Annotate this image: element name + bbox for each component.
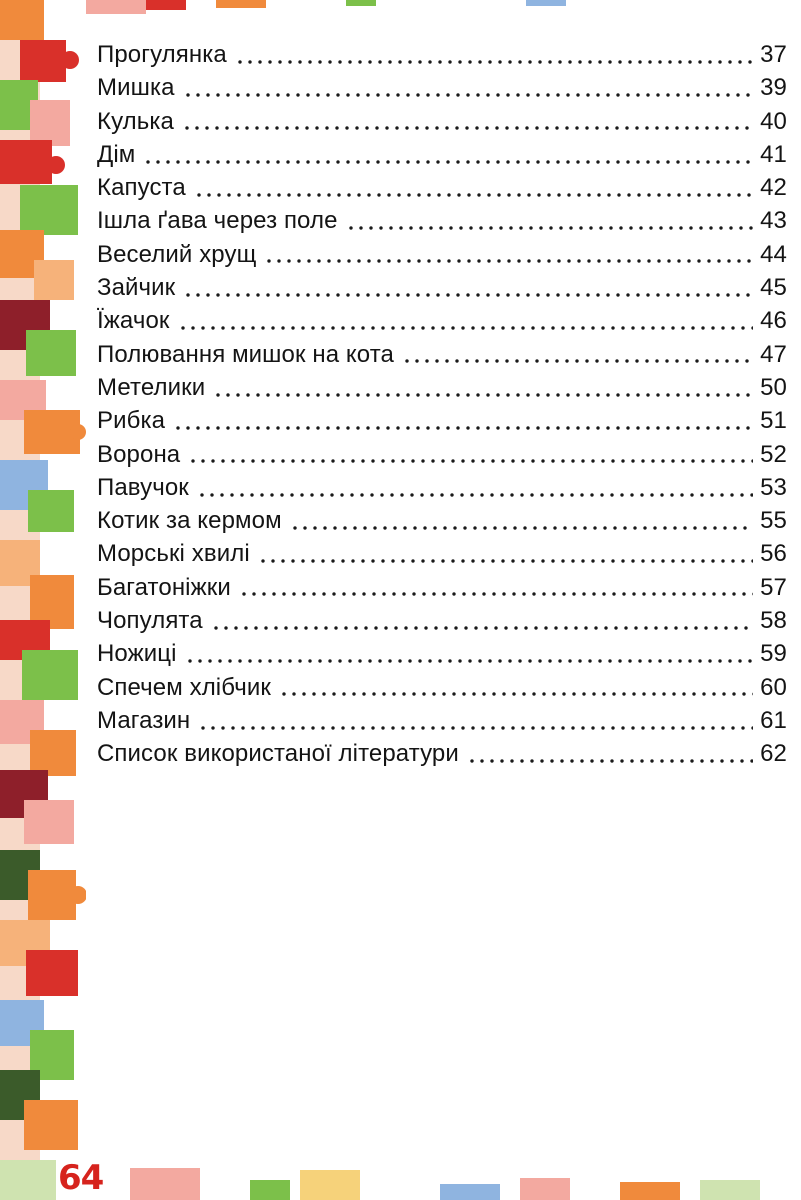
toc-entry-page: 61	[760, 706, 787, 734]
dot-leader	[183, 92, 753, 98]
dot-leader	[239, 591, 753, 597]
toc-entry-page: 51	[760, 407, 787, 435]
toc-entry	[97, 604, 787, 637]
toc-entry-page: 60	[760, 673, 787, 701]
toc-entry-title: Ворона	[97, 440, 181, 468]
toc-entry	[97, 504, 787, 537]
toc-entry-title: Морські хвилі	[97, 540, 250, 568]
dot-leader	[194, 192, 753, 198]
toc-entry	[97, 71, 787, 104]
dot-leader	[173, 425, 753, 431]
dot-leader	[290, 525, 753, 531]
toc-entry-title: Павучок	[97, 473, 189, 501]
toc-entry	[97, 171, 787, 204]
dot-leader	[264, 258, 753, 264]
toc-entry-page: 45	[760, 274, 787, 302]
dot-leader	[197, 492, 753, 498]
toc-entry-page: 46	[760, 307, 787, 335]
puzzle-border-bottom	[0, 1150, 801, 1200]
toc-entry-page: 40	[760, 107, 787, 135]
toc-entry-title: Чопулята	[97, 607, 203, 635]
toc-entry-page: 37	[760, 41, 787, 68]
toc-entry-title: Список використаної літератури	[97, 740, 459, 768]
dot-leader	[188, 458, 753, 464]
toc-entry-page: 58	[760, 607, 787, 635]
toc-entry-page: 57	[760, 573, 787, 601]
toc-entry-page: 55	[760, 507, 787, 535]
toc-entry-title: Рибка	[97, 407, 166, 435]
toc-entry	[97, 438, 787, 471]
toc-entry	[97, 571, 787, 604]
toc-entry-page: 43	[760, 207, 787, 235]
toc-entry	[97, 204, 787, 237]
puzzle-border-left	[0, 0, 86, 1160]
dot-leader	[346, 225, 753, 231]
toc-entry	[97, 704, 787, 737]
toc-entry	[97, 338, 787, 371]
toc-entry	[97, 737, 787, 770]
dot-leader	[185, 658, 753, 664]
toc-entry-page: 42	[760, 174, 787, 202]
toc-entry-page: 52	[760, 440, 787, 468]
dot-leader	[258, 558, 753, 564]
table-of-contents	[97, 38, 787, 771]
toc-entry-title: Мишка	[97, 74, 175, 102]
toc-entry-title: Зайчик	[97, 274, 176, 302]
dot-leader	[143, 159, 753, 165]
toc-entry-page: 56	[760, 540, 787, 568]
dot-leader	[213, 392, 753, 398]
toc-entry-title: Капуста	[97, 174, 186, 202]
toc-entry-title: Магазин	[97, 706, 191, 734]
toc-entry-title: Спечем хлібчик	[97, 673, 271, 701]
toc-entry-title: Кулька	[97, 107, 174, 135]
toc-entry-page: 47	[760, 340, 787, 368]
toc-entry-title: Ножиці	[97, 640, 177, 668]
dot-leader	[402, 358, 753, 364]
dot-leader	[183, 292, 753, 298]
toc-entry	[97, 404, 787, 437]
toc-entry-page: 59	[760, 640, 787, 668]
toc-entry	[97, 371, 787, 404]
toc-entry-page: 41	[760, 140, 787, 168]
toc-entry-title: Метелики	[97, 373, 206, 401]
toc-entry	[97, 304, 787, 337]
toc-entry-title: Дім	[97, 140, 136, 168]
toc-entry-page: 39	[760, 74, 787, 102]
dot-leader	[198, 725, 753, 731]
toc-entry-title: Ішла ґава через поле	[97, 207, 338, 235]
toc-entry	[97, 471, 787, 504]
toc-entry-title: Прогулянка	[97, 41, 227, 68]
toc-entry-page: 50	[760, 373, 787, 401]
toc-entry-title: Їжачок	[97, 307, 170, 335]
dot-leader	[279, 691, 753, 697]
toc-entry	[97, 238, 787, 271]
toc-entry-page: 44	[760, 240, 787, 268]
toc-entry-title: Багатоніжки	[97, 573, 231, 601]
dot-leader	[467, 758, 753, 764]
toc-entry-title: Котик за кермом	[97, 507, 282, 535]
toc-entry	[97, 105, 787, 138]
dot-leader	[235, 59, 753, 65]
toc-entry	[97, 537, 787, 570]
toc-entry	[97, 271, 787, 304]
puzzle-border-top	[86, 0, 801, 30]
toc-entry	[97, 38, 787, 71]
toc-entry	[97, 138, 787, 171]
toc-entry-title: Веселий хрущ	[97, 240, 257, 268]
toc-entry-page: 62	[760, 740, 787, 768]
toc-entry-page: 53	[760, 473, 787, 501]
toc-entry	[97, 671, 787, 704]
dot-leader	[211, 625, 753, 631]
dot-leader	[178, 325, 754, 331]
toc-entry	[97, 637, 787, 670]
toc-entry-title: Полювання мишок на кота	[97, 340, 394, 368]
page-number: 64	[58, 1158, 104, 1198]
dot-leader	[182, 125, 753, 131]
